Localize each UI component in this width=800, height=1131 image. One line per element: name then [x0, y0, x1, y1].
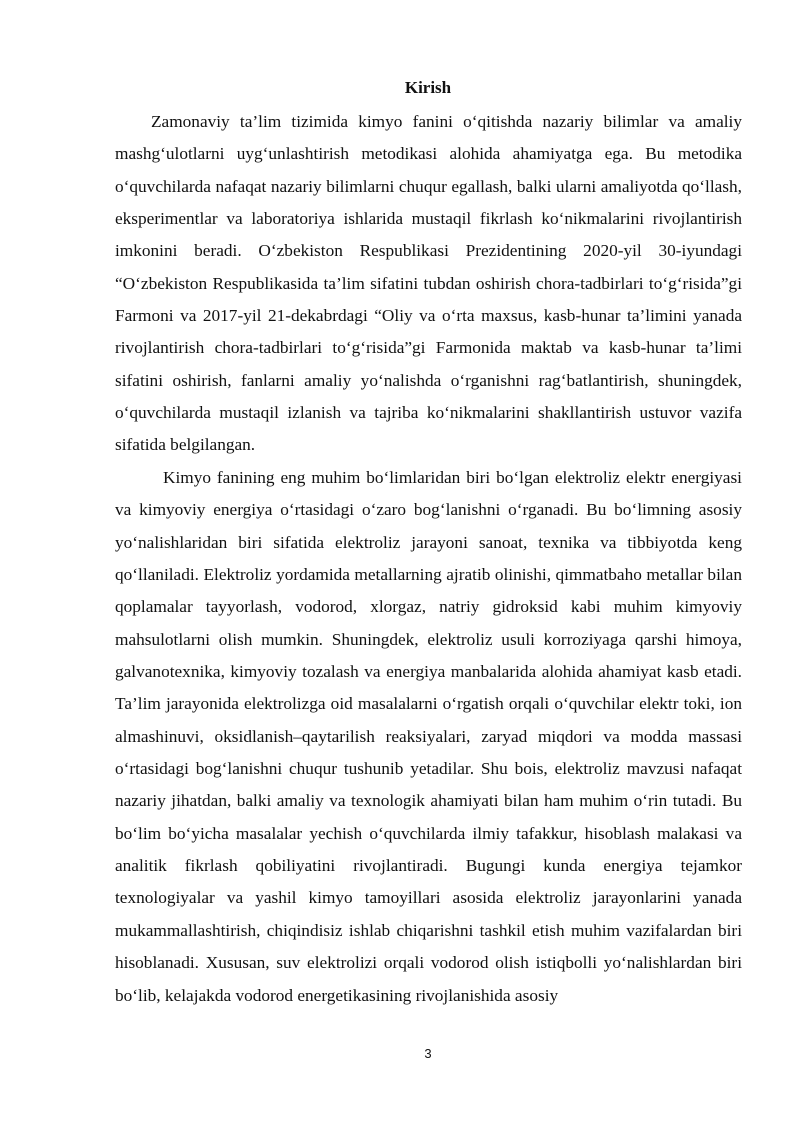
paragraph-introduction: Zamonaviy ta’lim tizimida kimyo fanini o‘qitishda nazariy bilimlar va amaliy mashg‘ulotlarni uyg‘unlashtirish metodikasi alohida ahamiyatga ega. Bu metodika o‘quvchilarda nafaqat nazariy bilimlarni chuqur egallash, balki ularni amaliyotda qo‘llash, eksperimentlar va laboratoriya ishlarida mustaqil fikrlash ko‘nikmalarini rivojlantirish imkonini beradi. O‘zbekiston Respublikasi Prezidentining 2020-yil 30-iyundagi “O‘zbekiston Respublikasida ta’lim sifatini tubdan oshirish chora-tadbirlari to‘g‘risida”gi Farmoni va 2017-yil 21-dekabrdagi “Oliy va o‘rta maxsus, kasb-hunar ta’limini yanada rivojlantirish chora-tadbirlari to‘g‘risida”gi Farmonida maktab va kasb-hunar ta’limi sifatini oshirish, fanlarni amaliy yo‘nalishda o‘rganishni rag‘batlantirish, shuningdek, o‘quvchilarda mustaqil izlanish va tajriba ko‘nikmalarini shakllantirish ustuvor vazifa sifatida belgilangan.: [115, 112, 742, 455]
section-heading: Kirish: [404, 78, 452, 97]
page-number: 3: [424, 1046, 432, 1061]
paragraph-electrolysis: Kimyo fanining eng muhim bo‘limlaridan biri bo‘lgan elektroliz elektr energiyasi va kimyoviy energiya o‘rtasidagi o‘zaro bog‘lanishni o‘rganadi. Bu bo‘limning asosiy yo‘nalishlaridan biri sifatida elektroliz jarayoni sanoat, texnika va tibbiyotda keng qo‘llaniladi. Elektroliz yordamida metallarning ajratib olinishi, qimmatbaho metallar bilan qoplamalar tayyorlash, vodorod, xlorgaz, natriy gidroksid kabi muhim kimyoviy mahsulotlarni olish mumkin. Shuningdek, elektroliz usuli korroziyaga qarshi himoya, galvanotexnika, kimyoviy tozalash va energiya manbalarida alohida ahamiyat kasb etadi. Ta’lim jarayonida elektrolizga oid masalalarni o‘rgatish orqali o‘quvchilar elektr toki, ion almashinuvi, oksidlanish–qaytarilish reaksiyalari, zaryad miqdori va modda massasi o‘rtasidagi bog‘lanishni chuqur tushunib yetadilar. Shu bois, elektroliz mavzusi nafaqat nazariy jihatdan, balki amaliy va texnologik ahamiyati bilan ham muhim o‘rin tutadi. Bu bo‘lim bo‘yicha masalalar yechish o‘quvchilarda ilmiy tafakkur, hisoblash malakasi va analitik fikrlash qobiliyatini rivojlantiradi. Bugungi kunda energiya tejamkor texnologiyalar va yashil kimyo tamoyillari asosida elektroliz jarayonlarini yanada mukammallashtirish, chiqindisiz ishlab chiqarishni tashkil etish muhim vazifalardan biri hisoblanadi. Xususan, suv elektrolizi orqali vodorod olish istiqbolli yo‘nalishlardan biri bo‘lib, kelajakda vodorod energetikasining rivojlanishida asosiy: [115, 468, 742, 1005]
